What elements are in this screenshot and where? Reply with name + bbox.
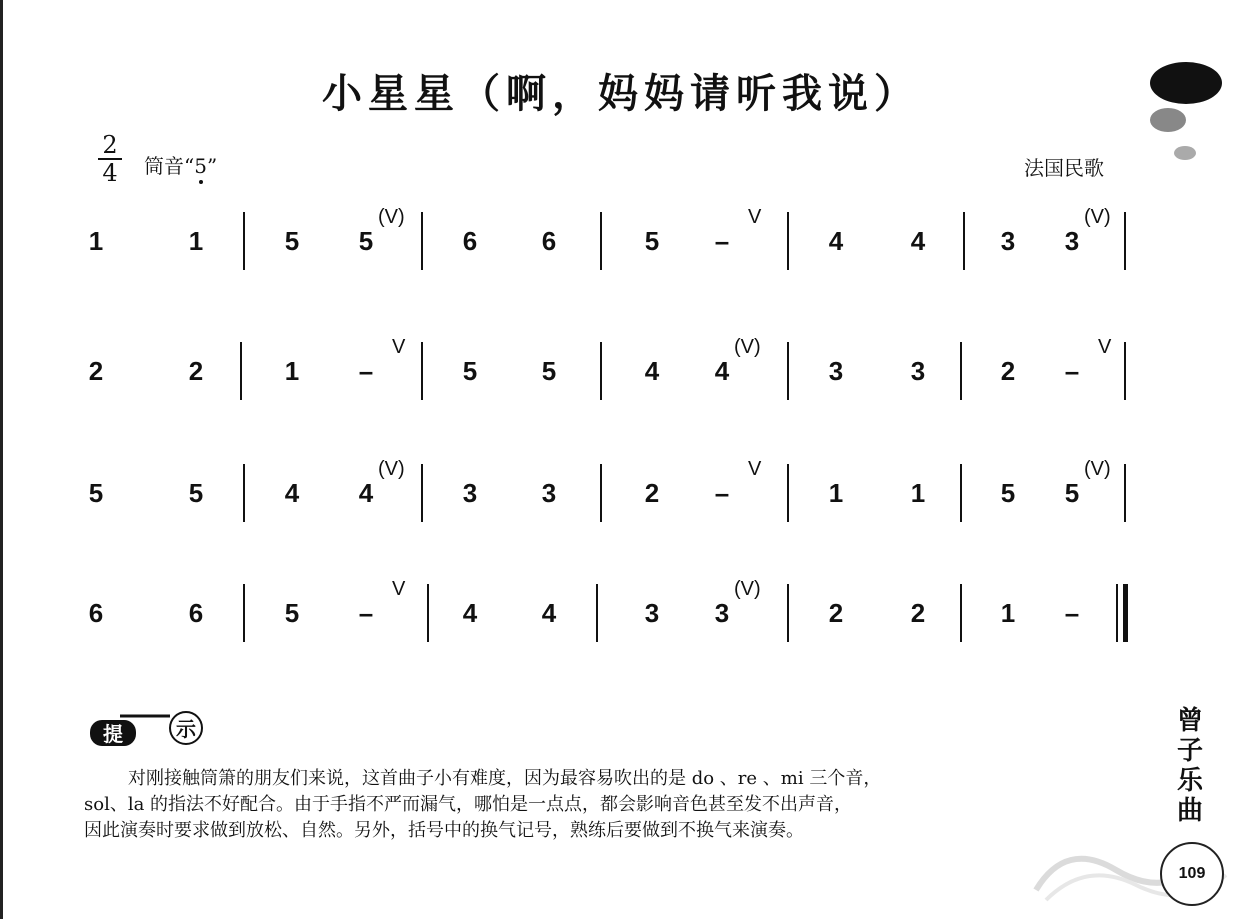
- note: 1: [188, 226, 204, 256]
- breath-mark: (V): [378, 458, 405, 480]
- tip-label: [90, 708, 210, 748]
- breath-mark: (V): [378, 206, 405, 228]
- note: 3: [644, 598, 660, 628]
- song-title: 小星星（啊，妈妈请听我说）: [322, 70, 920, 117]
- note: 4: [541, 598, 557, 628]
- note: 5: [644, 226, 660, 256]
- tip-line: sol、la 的指法不好配合。由于手指不严而漏气，哪怕是一点点，都会影响音色甚至发不出声音，: [84, 794, 853, 815]
- barline: [960, 584, 962, 642]
- note-extension: –: [714, 478, 730, 508]
- note-extension: –: [1064, 598, 1080, 628]
- barline: [421, 212, 423, 270]
- note: 6: [188, 598, 204, 628]
- barline: [596, 584, 598, 642]
- note: 1: [828, 478, 844, 508]
- note: 1: [284, 356, 300, 386]
- barline: [1124, 212, 1126, 270]
- composer: 法国民歌: [1024, 156, 1104, 180]
- side-brand: [1172, 706, 1208, 826]
- final-barline-thin: [1116, 584, 1118, 642]
- barline: [600, 212, 602, 270]
- tip-label-b: 示: [176, 717, 196, 741]
- note: 5: [1000, 478, 1016, 508]
- barline: [1124, 464, 1126, 522]
- score-row: [0, 578, 1242, 644]
- side-brand-char: 乐: [1176, 766, 1203, 796]
- note: 1: [910, 478, 926, 508]
- time-signature-bottom: 4: [102, 159, 118, 187]
- decorative-blob: [1150, 62, 1222, 104]
- note: 3: [541, 478, 557, 508]
- note: 3: [714, 598, 730, 628]
- note: 3: [1000, 226, 1016, 256]
- tip-line: 因此演奏时要求做到放松、自然。另外，括号中的换气记号，熟练后要做到不换气来演奏。: [84, 820, 804, 841]
- breath-mark: V: [392, 336, 406, 358]
- barline: [787, 342, 789, 400]
- time-signature-top: 2: [102, 131, 118, 159]
- tip-label-a: 提: [103, 722, 123, 746]
- barline: [1124, 342, 1126, 400]
- note: 5: [462, 356, 478, 386]
- note: 2: [88, 356, 104, 386]
- note: 3: [910, 356, 926, 386]
- breath-mark: (V): [734, 578, 761, 600]
- side-brand-char: 曲: [1176, 796, 1203, 826]
- page-number: 109: [1160, 842, 1224, 906]
- barline: [787, 464, 789, 522]
- side-brand-char: 曾: [1176, 706, 1203, 736]
- note-extension: –: [358, 598, 374, 628]
- note: 4: [358, 478, 374, 508]
- barline: [243, 584, 245, 642]
- note: 6: [541, 226, 557, 256]
- note: 2: [910, 598, 926, 628]
- note: 6: [88, 598, 104, 628]
- note: 4: [284, 478, 300, 508]
- note: 6: [462, 226, 478, 256]
- note: 2: [644, 478, 660, 508]
- tip-line: 对刚接触筒箫的朋友们来说，这首曲子小有难度，因为最容易吹出的是 do 、re 、mi 三个音，: [128, 768, 882, 789]
- barline: [960, 464, 962, 522]
- decorative-blob: [1150, 108, 1186, 132]
- breath-mark: V: [392, 578, 406, 600]
- barline: [243, 212, 245, 270]
- note: 2: [188, 356, 204, 386]
- time-signature: [96, 132, 124, 186]
- breath-mark: (V): [1084, 458, 1111, 480]
- note: 4: [462, 598, 478, 628]
- key-prefix: 筒音“: [144, 154, 195, 178]
- key-suffix: ”: [206, 154, 218, 178]
- barline: [421, 464, 423, 522]
- note: 3: [462, 478, 478, 508]
- barline: [787, 584, 789, 642]
- barline: [600, 464, 602, 522]
- note-extension: –: [1064, 356, 1080, 386]
- barline: [960, 342, 962, 400]
- barline: [787, 212, 789, 270]
- breath-mark: V: [1098, 336, 1112, 358]
- note: 5: [1064, 478, 1080, 508]
- note: 5: [541, 356, 557, 386]
- barline: [600, 342, 602, 400]
- breath-mark: (V): [1084, 206, 1111, 228]
- decorative-blob: [1174, 146, 1196, 160]
- note: 3: [1064, 226, 1080, 256]
- note-extension: –: [714, 226, 730, 256]
- note: 5: [88, 478, 104, 508]
- score-row: [0, 206, 1242, 272]
- page-left-rule: [0, 0, 3, 919]
- breath-mark: V: [748, 458, 762, 480]
- note: 4: [910, 226, 926, 256]
- tip-text: [84, 766, 1134, 844]
- note: 5: [284, 226, 300, 256]
- barline: [427, 584, 429, 642]
- note: 2: [1000, 356, 1016, 386]
- barline: [963, 212, 965, 270]
- barline: [421, 342, 423, 400]
- note: 2: [828, 598, 844, 628]
- note: 4: [644, 356, 660, 386]
- breath-mark: V: [748, 206, 762, 228]
- note: 4: [714, 356, 730, 386]
- score-row: [0, 336, 1242, 402]
- score-row: [0, 458, 1242, 524]
- key-signature: [144, 150, 217, 179]
- note: 1: [88, 226, 104, 256]
- note: 3: [828, 356, 844, 386]
- final-barline-thick: [1123, 584, 1128, 642]
- barline: [243, 464, 245, 522]
- note: 1: [1000, 598, 1016, 628]
- breath-mark: (V): [734, 336, 761, 358]
- note: 4: [828, 226, 844, 256]
- note: 5: [188, 478, 204, 508]
- key-note: 5: [194, 154, 207, 178]
- note-extension: –: [358, 356, 374, 386]
- note: 5: [284, 598, 300, 628]
- note: 5: [358, 226, 374, 256]
- barline: [240, 342, 242, 400]
- side-brand-char: 子: [1176, 736, 1203, 766]
